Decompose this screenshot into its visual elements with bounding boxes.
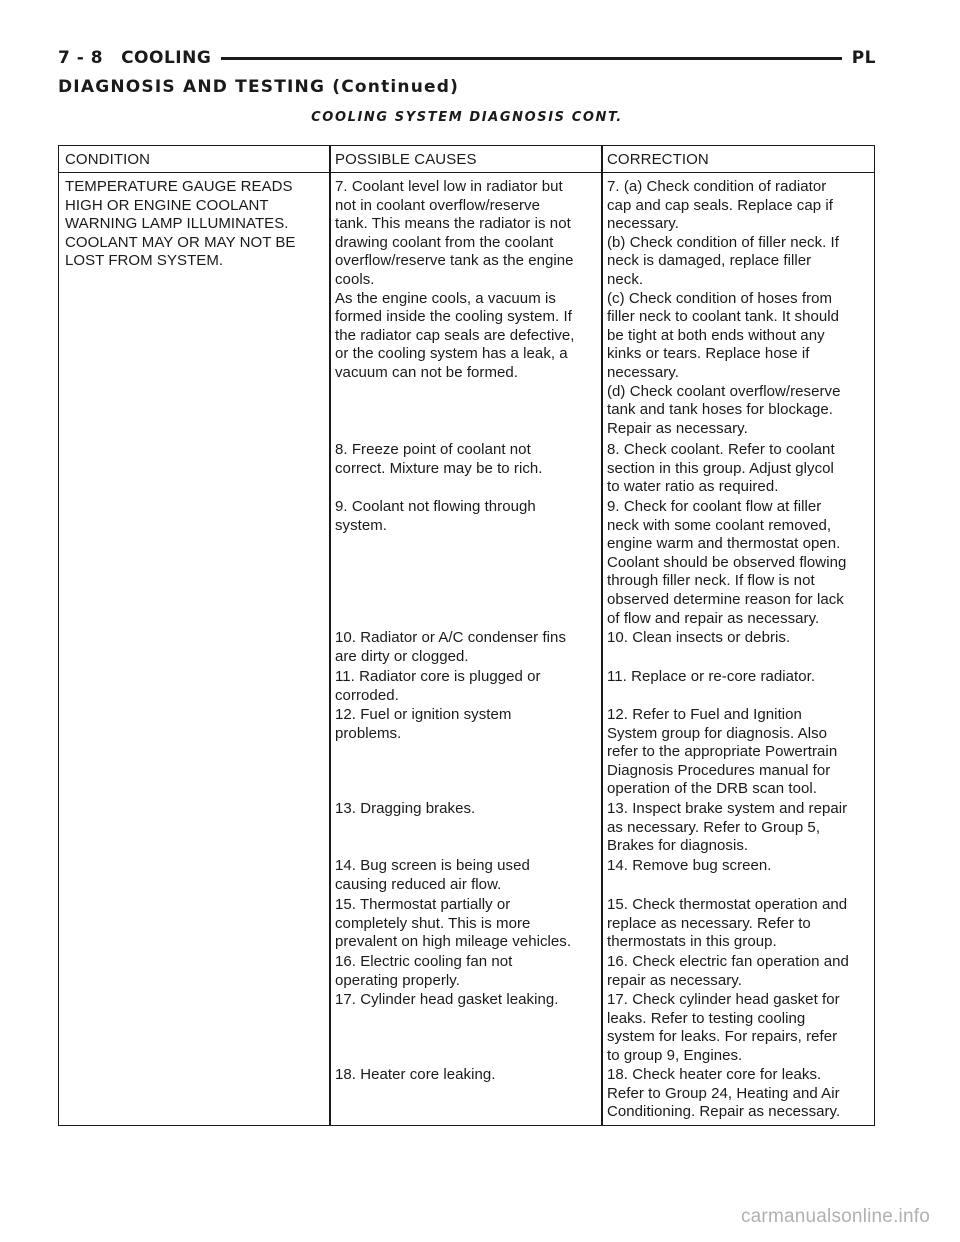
model-code: PL [851, 48, 876, 68]
table-title: COOLING SYSTEM DIAGNOSIS CONT. [311, 110, 623, 125]
cause-cell: 8. Freeze point of coolant not correct. Mixture may be to rich. [335, 441, 543, 477]
page-header [58, 44, 876, 72]
watermark: carmanualsonline.info [740, 1206, 930, 1227]
correction-cell: 14. Remove bug screen. [607, 857, 772, 874]
section-subheader: DIAGNOSIS AND TESTING (Continued) [58, 77, 460, 97]
column-divider [601, 146, 603, 1125]
correction-cell: 8. Check coolant. Refer to coolant section in this group. Adjust glycol to water ratio as required. [607, 441, 835, 496]
column-divider [329, 146, 331, 1125]
cause-cell: 7. Coolant level low in radiator but not in coolant overflow/reserve tank. This means the radiator is not drawing coolant from the coolant overflow/reserve tank as the engine cools. As the engine cools, a vacuum is formed inside the cooling system. If the radiator cap seals are defective, or the cooling system has a leak, a vacuum can not be formed. [335, 178, 575, 381]
diagnosis-table [58, 145, 875, 1126]
column-header-condition: CONDITION [65, 151, 151, 168]
page-number: 7 - 8 [58, 48, 104, 68]
condition-cell: TEMPERATURE GAUGE READS HIGH OR ENGINE COOLANT WARNING LAMP ILLUMINATES. COOLANT MAY OR MAY NOT BE LOST FROM SYSTEM. [65, 178, 296, 270]
column-header-correction: CORRECTION [607, 151, 709, 168]
correction-cell: 17. Check cylinder head gasket for leaks. Refer to testing cooling system for leaks. For repairs, refer to group 9, Engines. [607, 991, 840, 1064]
cause-cell: 17. Cylinder head gasket leaking. [335, 991, 559, 1008]
section-title: COOLING [121, 48, 212, 68]
cause-cell: 14. Bug screen is being used causing reduced air flow. [335, 857, 530, 893]
cause-cell: 11. Radiator core is plugged or corroded. [335, 668, 541, 704]
cause-cell: 9. Coolant not flowing through system. [335, 498, 536, 534]
cause-cell: 10. Radiator or A/C condenser fins are dirty or clogged. [335, 629, 566, 665]
correction-cell: 12. Refer to Fuel and Ignition System group for diagnosis. Also refer to the appropriate Powertrain Diagnosis Procedures manual for operation of the DRB scan tool. [607, 706, 838, 798]
cause-cell: 12. Fuel or ignition system problems. [335, 706, 512, 742]
column-header-possible-causes: POSSIBLE CAUSES [335, 151, 477, 168]
table-header-row [59, 146, 874, 173]
cause-cell: 16. Electric cooling fan not operating properly. [335, 953, 513, 989]
cause-cell: 18. Heater core leaking. [335, 1066, 496, 1083]
correction-cell: 11. Replace or re-core radiator. [607, 668, 816, 685]
header-rule [221, 57, 841, 60]
correction-cell: 18. Check heater core for leaks. Refer to Group 24, Heating and Air Conditioning. Repair as necessary. [607, 1066, 841, 1121]
correction-cell: 13. Inspect brake system and repair as necessary. Refer to Group 5, Brakes for diagnosis. [607, 800, 848, 855]
correction-cell: 9. Check for coolant flow at filler neck with some coolant removed, engine warm and thermostat open. Coolant should be observed flowing through filler neck. If flow is not observed determine reason for lack of flow and repair as necessary. [607, 498, 847, 627]
cause-cell: 13. Dragging brakes. [335, 800, 476, 817]
correction-cell: 7. (a) Check condition of radiator cap and cap seals. Replace cap if necessary. (b) Check condition of filler neck. If neck is damaged, replace filler neck. (c) Check condition of hoses from filler neck to coolant tank. It should be tight at both ends without any kinks or tears. Replace hose if necessary. (d) Check coolant overflow/reserve tank and tank hoses for blockage. Repair as necessary. [607, 178, 841, 437]
correction-cell: 10. Clean insects or debris. [607, 629, 791, 646]
correction-cell: 16. Check electric fan operation and repair as necessary. [607, 953, 849, 989]
cause-cell: 15. Thermostat partially or completely shut. This is more prevalent on high mileage vehicles. [335, 896, 572, 951]
correction-cell: 15. Check thermostat operation and replace as necessary. Refer to thermostats in this group. [607, 896, 848, 951]
